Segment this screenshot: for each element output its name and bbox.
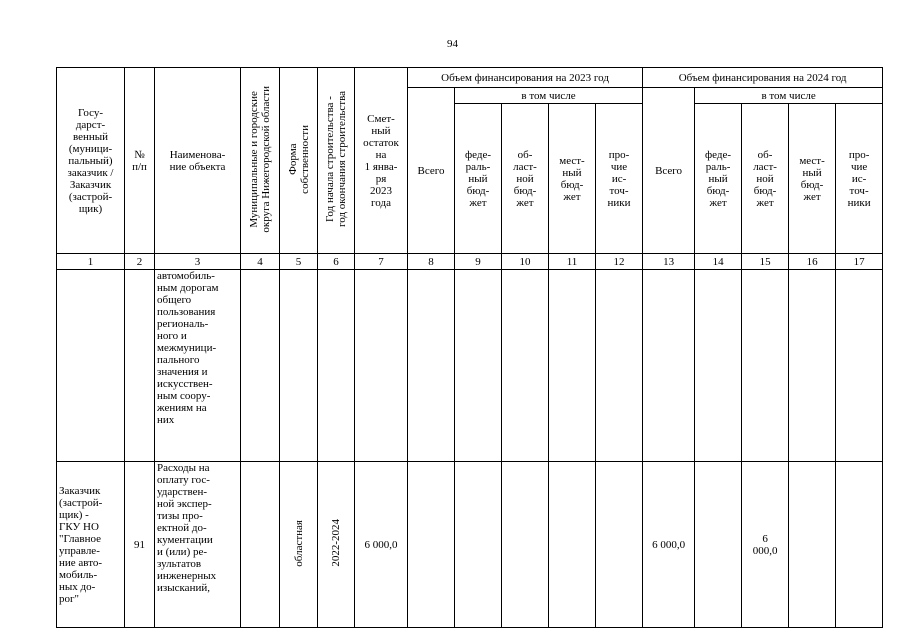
cell-federal-2023 bbox=[455, 270, 502, 462]
column-number: 9 bbox=[455, 254, 502, 270]
column-number: 2 bbox=[125, 254, 155, 270]
header-municipal-districts bbox=[241, 68, 280, 254]
cell-object-name: Расходы на оплату гос- ударствен- ной экспер- тизы про- ектной до- кументации и (или) ре- зультатов инженерных изысканий, bbox=[155, 462, 241, 628]
column-number: 10 bbox=[502, 254, 549, 270]
header-local-2024: мест- ный бюд- жет bbox=[789, 104, 836, 254]
header-local-2023: мест- ный бюд- жет bbox=[549, 104, 596, 254]
header-funding-2023: Объем финансирования на 2023 год bbox=[408, 68, 643, 88]
column-number: 7 bbox=[355, 254, 408, 270]
cell-total-2024: 6 000,0 bbox=[643, 462, 695, 628]
table-row bbox=[57, 462, 883, 628]
header-municipal-districts-text: Муниципальные и городские округа Нижегородской области bbox=[248, 85, 272, 233]
column-number: 5 bbox=[280, 254, 318, 270]
header-ownership-text: Форма собственности bbox=[286, 124, 311, 194]
cell-other-2023 bbox=[596, 462, 643, 628]
cell-other-2024 bbox=[836, 462, 883, 628]
header-num: № п/п bbox=[125, 68, 155, 254]
cell-customer bbox=[57, 270, 125, 462]
cell-local-2024 bbox=[789, 270, 836, 462]
column-number: 14 bbox=[695, 254, 742, 270]
column-number: 1 bbox=[57, 254, 125, 270]
column-number: 11 bbox=[549, 254, 596, 270]
column-number: 12 bbox=[596, 254, 643, 270]
cell-regional-2024: 6 000,0 bbox=[742, 462, 789, 628]
header-object-name: Наименова- ние объекта bbox=[155, 68, 241, 254]
column-number: 3 bbox=[155, 254, 241, 270]
cell-district bbox=[241, 270, 280, 462]
header-total-2024: Всего bbox=[643, 88, 695, 254]
header-estimated-balance: Смет- ный остаток на 1 янва- ря 2023 года bbox=[355, 68, 408, 254]
cell-num: 91 bbox=[125, 462, 155, 628]
cell-object-name: автомобиль- ным дорогам общего пользования региональ- ного и межмуници- пального значения и искусствен- ным соору- жениям на них bbox=[155, 270, 241, 462]
cell-ownership bbox=[280, 270, 318, 462]
column-number: 15 bbox=[742, 254, 789, 270]
cell-customer: Заказчик (застрой- щик) - ГКУ НО "Главное управле- ние авто- мобиль- ных до- рог" bbox=[57, 462, 125, 628]
page-number: 94 bbox=[447, 38, 458, 50]
cell-federal-2023 bbox=[455, 462, 502, 628]
column-number: 17 bbox=[836, 254, 883, 270]
column-number: 6 bbox=[318, 254, 355, 270]
cell-balance bbox=[355, 270, 408, 462]
header-regional-2024: об- ласт- ной бюд- жет bbox=[742, 104, 789, 254]
header-construction-years-text: Год начала строительства - год окончания строительства bbox=[324, 91, 348, 227]
cell-total-2024 bbox=[643, 270, 695, 462]
cell-federal-2024 bbox=[695, 462, 742, 628]
header-other-2024: про- чие ис- точ- ники bbox=[836, 104, 883, 254]
cell-years bbox=[318, 462, 355, 628]
cell-ownership-text: областная bbox=[292, 519, 305, 567]
cell-total-2023 bbox=[408, 270, 455, 462]
cell-local-2023 bbox=[549, 270, 596, 462]
cell-local-2023 bbox=[549, 462, 596, 628]
header-federal-2024: феде- раль- ный бюд- жет bbox=[695, 104, 742, 254]
header-including-2023: в том числе bbox=[455, 88, 643, 104]
header-regional-2023: об- ласт- ной бюд- жет bbox=[502, 104, 549, 254]
header-total-2023: Всего bbox=[408, 88, 455, 254]
table-row bbox=[57, 270, 883, 462]
cell-other-2023 bbox=[596, 270, 643, 462]
header-funding-2024: Объем финансирования на 2024 год bbox=[643, 68, 883, 88]
cell-ownership bbox=[280, 462, 318, 628]
cell-regional-2023 bbox=[502, 270, 549, 462]
cell-regional-2023 bbox=[502, 462, 549, 628]
header-federal-2023: феде- раль- ный бюд- жет bbox=[455, 104, 502, 254]
cell-years bbox=[318, 270, 355, 462]
header-customer: Госу- дарст- венный (муници- пальный) заказчик / Заказчик (застрой- щик) bbox=[57, 68, 125, 254]
header-construction-years bbox=[318, 68, 355, 254]
header-including-2024: в том числе bbox=[695, 88, 883, 104]
cell-num bbox=[125, 270, 155, 462]
column-number: 13 bbox=[643, 254, 695, 270]
column-number: 4 bbox=[241, 254, 280, 270]
cell-years-text: 2022-2024 bbox=[330, 519, 342, 567]
cell-regional-2024 bbox=[742, 270, 789, 462]
column-number-row bbox=[57, 254, 883, 270]
column-number: 16 bbox=[789, 254, 836, 270]
cell-other-2024 bbox=[836, 270, 883, 462]
cell-federal-2024 bbox=[695, 270, 742, 462]
cell-local-2024 bbox=[789, 462, 836, 628]
financing-table bbox=[56, 67, 883, 628]
cell-balance: 6 000,0 bbox=[355, 462, 408, 628]
header-ownership bbox=[280, 68, 318, 254]
header-other-2023: про- чие ис- точ- ники bbox=[596, 104, 643, 254]
column-number: 8 bbox=[408, 254, 455, 270]
cell-district bbox=[241, 462, 280, 628]
cell-total-2023 bbox=[408, 462, 455, 628]
